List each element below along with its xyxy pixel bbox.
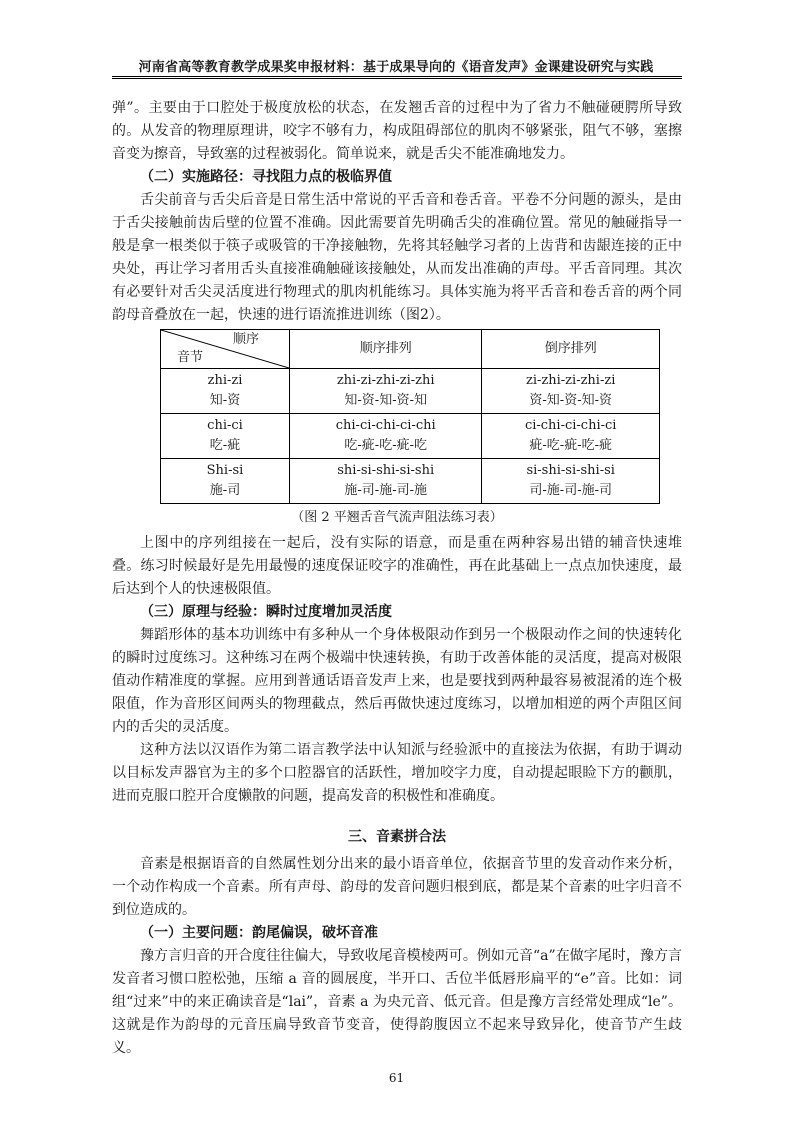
- hanzi: 知-资-知-资-知: [344, 393, 427, 408]
- table-caption: （图 2 平翘舌音气流声阻法练习表）: [291, 510, 503, 525]
- forward-cell: [290, 459, 482, 504]
- paragraph: 音素是根据语音的自然属性划分出来的最小语音单位，依据音节里的发音动作来分析，一个动作构成一个音素。所有声母、韵母的发音问题归根到底，都是某个音素的吐字归音不到位造成的。: [112, 856, 682, 918]
- chapter-heading: 三、音素拼合法: [348, 829, 446, 845]
- reverse-cell: [482, 369, 660, 414]
- reverse-cell: [482, 459, 660, 504]
- table-header-row: [161, 330, 660, 369]
- section-heading: （二）实施路径：寻找阻力点的极临界值: [140, 169, 392, 185]
- hanzi: 司-施-司-施-司: [529, 483, 612, 498]
- reverse-cell: [482, 414, 660, 459]
- document-header: 河南省高等教育教学成果奖申报材料：基于成果导向的《语音发声》金课建设研究与实践: [138, 60, 654, 75]
- forward-cell: [290, 369, 482, 414]
- paragraph: 这种方法以汉语作为第二语言教学法中认知派与经验派中的直接法为依据，有助于调动以目标发声器官为主的多个口腔器官的活跃性，增加咬字力度，自动提起眼睑下方的颧肌，进而克服口腔开合度懒散的问题，提高发音的积极性和准确度。: [112, 742, 682, 804]
- pinyin: Shi-si: [206, 463, 244, 478]
- page-number: 61: [388, 1071, 405, 1085]
- diagonal-header-bottom: 音节: [177, 350, 204, 365]
- header-rule: [112, 76, 682, 79]
- pinyin: zi-zhi-zi-zhi-zi: [526, 373, 616, 388]
- table-row: [161, 369, 660, 414]
- paragraph: 舞蹈形体的基本功训练中有多种从一个身体极限动作到另一个极限动作之间的快速转化的瞬时过度练习。这种练习在两个极端中快速转换，有助于改善体能的灵活度，提高对极限值动作精准度的掌握。应用到普通话语音发声上来，也是要找到两种最容易被混淆的连个极限值，作为音形区间两头的物理截点，然后再做快速过度练习，以增加相逆的两个声阻区间内的舌尖的灵活度。: [112, 627, 682, 735]
- pinyin: zhi-zi-zhi-zi-zhi: [336, 373, 435, 388]
- syllable-cell: [161, 369, 290, 414]
- table-row: [161, 414, 660, 459]
- paragraph: 弹”。主要由于口腔处于极度放松的状态，在发翘舌音的过程中为了省力不触碰硬腭所导致的。从发音的物理原理讲，咬字不够有力，构成阻碍部位的肌肉不够紧张，阻气不够，塞擦音变为擦音，导致塞的过程被弱化。简单说来，就是舌尖不能准确地发力。: [112, 100, 682, 162]
- pinyin: chi-ci-chi-ci-chi: [335, 418, 436, 433]
- pinyin: ci-chi-ci-chi-ci: [524, 418, 617, 433]
- section-heading: （一）主要问题：韵尾偏误，破坏音准: [140, 925, 378, 941]
- paragraph: 舌尖前音与舌尖后音是日常生活中常说的平舌音和卷舌音。平卷不分问题的源头，是由于舌尖接触前齿后壁的位置不准确。因此需要首先明确舌尖的准确位置。常见的触碰指导一般是拿一根类似于筷子或吸管的干净接触物，先将其轻触学习者的上齿背和齿龈连接的正中央处，再让学习者用舌头直接准确触碰该接触处，从而发出准确的声母。平舌音同理。其次有必要针对舌尖灵活度进行物理式的肌肉机能练习。具体实施为将平舌音和卷舌音的两个同韵母音叠放在一起，快速的进行语流推进训练（图2）。: [112, 192, 682, 323]
- hanzi: 吃-疵-吃-疵-吃: [344, 438, 427, 453]
- pinyin: chi-ci: [207, 418, 243, 433]
- syllable-cell: [161, 414, 290, 459]
- pinyin: zhi-zi: [207, 373, 243, 388]
- hanzi: 知-资: [209, 393, 241, 408]
- pinyin: shi-si-shi-si-shi: [337, 463, 435, 478]
- hanzi: 施-司-施-司-施: [344, 483, 427, 498]
- hanzi: 吃-疵: [209, 438, 241, 453]
- column-header-forward: 顺序排列: [290, 330, 482, 369]
- hanzi: 施-司: [209, 483, 241, 498]
- drill-table: [160, 329, 660, 504]
- syllable-cell: [161, 459, 290, 504]
- pinyin: si-shi-si-shi-si: [526, 463, 615, 478]
- diagonal-header-cell: [161, 330, 290, 369]
- table-row: [161, 459, 660, 504]
- forward-cell: [290, 414, 482, 459]
- paragraph: 豫方言归音的开合度往往偏大，导致收尾音模棱两可。例如元音“a”在做字尾时，豫方言发音者习惯口腔松弛，压缩 a 音的圆展度，半开口、舌位半低唇形扁平的“e”音。比如：词组“过来”中的来正确读音是“lai”，音素 a 为央元音、低元音。但是豫方言经常处理成“le”。这就是作为韵母的元音压扁导致音节变音，使得韵腹因立不起来导致异化，使音节产生歧义。: [112, 948, 682, 1056]
- hanzi: 资-知-资-知-资: [529, 393, 612, 408]
- document-body: [112, 97, 682, 1060]
- column-header-reverse: 倒序排列: [482, 330, 660, 369]
- section-heading: （三）原理与经验：瞬时过度增加灵活度: [140, 604, 392, 620]
- hanzi: 疵-吃-疵-吃-疵: [529, 438, 612, 453]
- diagonal-header-top: 顺序: [232, 332, 259, 347]
- paragraph: 上图中的序列组接在一起后，没有实际的语意，而是重在两种容易出错的辅音快速堆叠。练习时候最好是先用最慢的速度保证咬字的准确性，再在此基础上一点点加快速度，最后达到个人的快速极限值。: [112, 535, 682, 597]
